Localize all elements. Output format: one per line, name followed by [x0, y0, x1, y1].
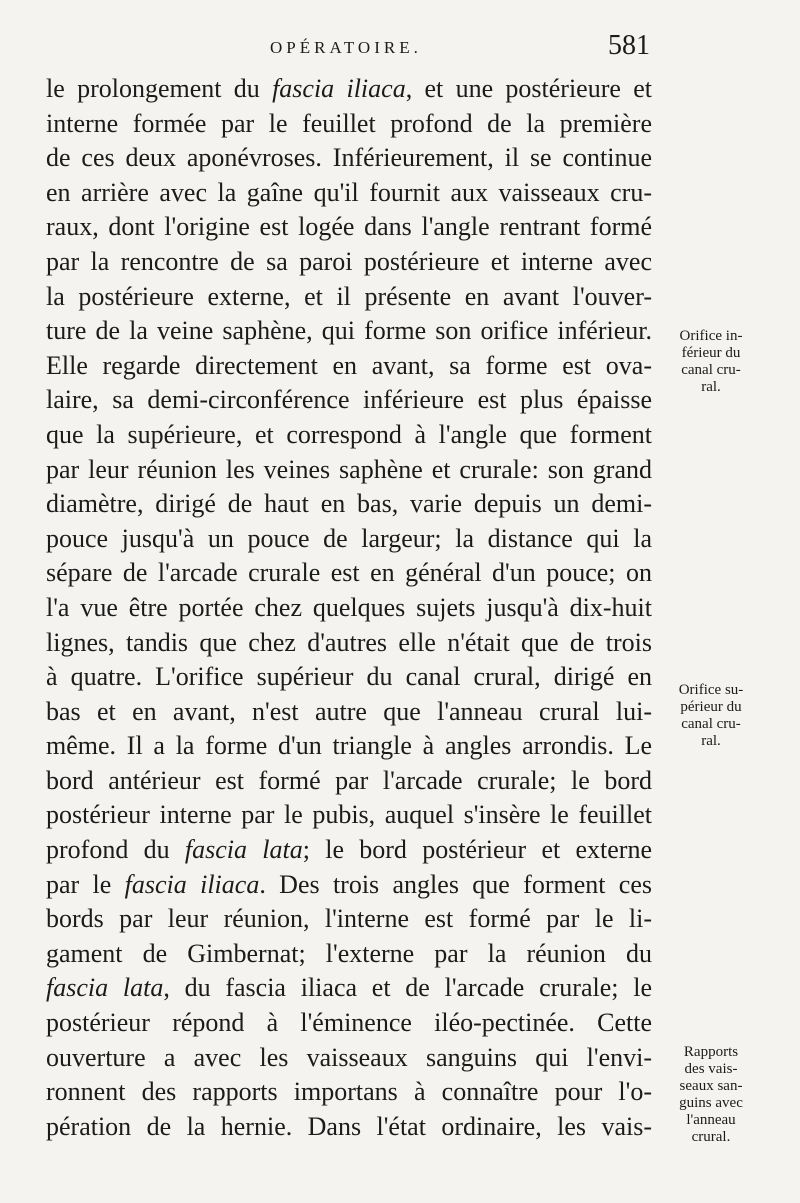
margin-note-line: crural.	[691, 1129, 731, 1145]
text-line	[46, 453, 652, 488]
text-line	[46, 349, 652, 384]
text-run: profond du	[46, 835, 185, 865]
text-run: le prolongement du	[46, 74, 273, 103]
text-line	[46, 210, 652, 245]
margin-note-line: Orifice in-	[679, 328, 743, 344]
margin-note-line: Orifice su-	[678, 682, 744, 698]
margin-note-orifice-superieur	[664, 682, 758, 750]
text-run: ture de la veine saphène, qui forme son orifice inférieur.	[46, 316, 652, 346]
text-run: laire, sa demi-circonférence inférieure est plus épaisse	[46, 385, 652, 415]
margin-note-line: l'anneau	[686, 1112, 736, 1128]
text-run: pération de la hernie. Dans l'état ordinaire, les vais-	[46, 1111, 652, 1141]
text-line	[46, 971, 652, 1006]
text-line	[46, 1110, 652, 1145]
text-run: la postérieure externe, et il présente en avant l'ouver-	[46, 281, 652, 311]
margin-note-line: des vais-	[684, 1061, 738, 1077]
italic-term: fascia lata	[46, 973, 164, 1003]
text-run: interne formée par le feuillet profond de la première	[46, 108, 652, 138]
page-number: 581	[608, 30, 650, 61]
text-run: ; le bord postérieur et externe	[302, 835, 652, 865]
text-line	[46, 695, 652, 730]
margin-note-line: ral.	[701, 379, 721, 395]
text-line	[46, 798, 652, 833]
text-run: sépare de l'arcade crurale est en général d'un pouce; on	[46, 558, 652, 588]
text-line	[46, 72, 652, 107]
text-run: bords par leur réunion, l'interne est formé par le li-	[46, 904, 652, 934]
text-run: par le	[46, 869, 125, 899]
text-run: en arrière avec la gaîne qu'il fournit aux vaisseaux cru-	[46, 177, 652, 207]
text-run: ronnent des rapports importans à connaître pour l'o-	[46, 1077, 652, 1107]
text-run: par la rencontre de sa paroi postérieure et interne avec	[46, 246, 652, 276]
text-run: lignes, tandis que chez d'autres elle n'était que de trois	[46, 627, 652, 657]
text-line	[46, 1041, 652, 1076]
text-run: . Des trois angles que forment ces	[259, 869, 653, 899]
text-line	[46, 591, 652, 626]
text-run: diamètre, dirigé de haut en bas, varie depuis un demi-	[46, 489, 652, 519]
text-run: raux, dont l'origine est logée dans l'angle rentrant formé	[46, 212, 652, 242]
text-line	[46, 1075, 652, 1110]
text-run: postérieur interne par le pubis, auquel s'insère le feuillet	[46, 800, 652, 830]
text-line	[46, 937, 652, 972]
text-line	[46, 902, 652, 937]
text-line	[46, 383, 652, 418]
text-run: de ces deux aponévroses. Inférieurement, il se continue	[46, 143, 652, 173]
text-run: gament de Gimbernat; l'externe par la réunion du	[46, 938, 652, 968]
text-line	[46, 729, 652, 764]
text-line	[46, 418, 652, 453]
margin-note-line: guins avec	[679, 1095, 743, 1111]
text-line	[46, 314, 652, 349]
text-line	[46, 626, 652, 661]
text-run: , du fascia iliaca et de l'arcade crurale; le	[163, 973, 653, 1003]
text-run: pouce jusqu'à un pouce de largeur; la distance qui la	[46, 523, 652, 553]
text-line	[46, 522, 652, 557]
text-run: bord antérieur est formé par l'arcade crurale; le bord	[46, 765, 652, 795]
text-line	[46, 487, 652, 522]
text-run: bas et en avant, n'est autre que l'anneau crural lui-	[46, 696, 652, 726]
italic-term: fascia lata	[184, 835, 303, 865]
text-run: à quatre. L'orifice supérieur du canal crural, dirigé en	[46, 662, 652, 692]
margin-note-line: périeur du	[680, 699, 742, 715]
margin-note-line: férieur du	[681, 345, 741, 361]
margin-note-line: canal cru-	[681, 716, 741, 732]
text-run: par leur réunion les veines saphène et crurale: son grand	[46, 454, 652, 484]
text-run: l'a vue être portée chez quelques sujets jusqu'à dix-huit	[46, 592, 652, 622]
italic-term: fascia iliaca	[124, 869, 260, 899]
text-run: ouverture a avec les vaisseaux sanguins qui l'envi-	[46, 1042, 652, 1072]
margin-note-line: seaux san-	[679, 1078, 743, 1094]
text-run: que la supérieure, et correspond à l'angle que forment	[46, 419, 652, 449]
text-line	[46, 868, 652, 903]
running-title: OPÉRATOIRE.	[270, 38, 422, 57]
text-line	[46, 280, 652, 315]
text-line	[46, 107, 652, 142]
margin-note-line: Rapports	[683, 1044, 739, 1060]
text-line	[46, 141, 652, 176]
margin-note-orifice-inferieur	[664, 328, 758, 396]
margin-note-rapports-vaisseaux	[664, 1044, 758, 1146]
italic-term: fascia iliaca	[272, 74, 406, 103]
text-line	[46, 176, 652, 211]
text-line	[46, 1006, 652, 1041]
body-text	[46, 72, 652, 1144]
running-head	[270, 30, 650, 74]
text-line	[46, 764, 652, 799]
text-line	[46, 556, 652, 591]
text-run: postérieur répond à l'éminence iléo-pectinée. Cette	[46, 1008, 652, 1038]
text-run: , et une postérieure et	[405, 74, 652, 103]
text-run: même. Il a la forme d'un triangle à angles arrondis. Le	[46, 731, 652, 761]
margin-note-line: ral.	[701, 733, 721, 749]
text-line	[46, 245, 652, 280]
text-line	[46, 833, 652, 868]
margin-note-line: canal cru-	[681, 362, 741, 378]
text-line	[46, 660, 652, 695]
text-run: Elle regarde directement en avant, sa forme est ova-	[46, 350, 652, 380]
